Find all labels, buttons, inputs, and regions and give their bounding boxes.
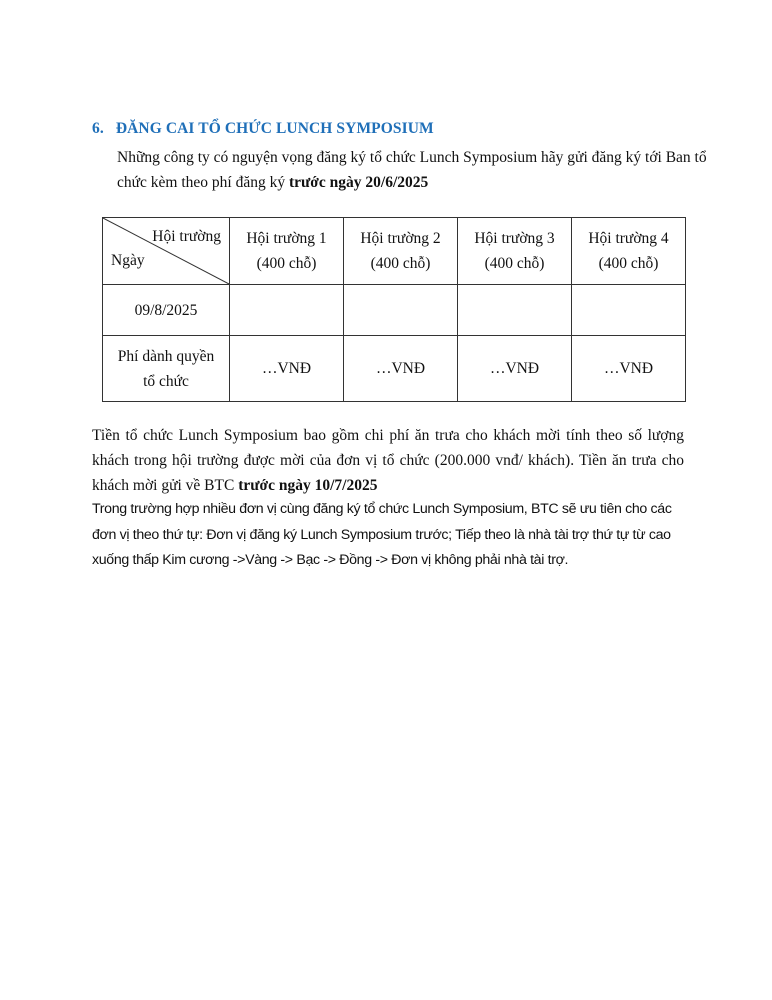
lunch-cost-paragraph (92, 423, 684, 498)
corner-cell (103, 218, 230, 285)
section-title: ĐĂNG CAI TỔ CHỨC LUNCH SYMPOSIUM (115, 120, 434, 137)
table-cell (458, 285, 572, 336)
table-header-row (103, 218, 686, 285)
fee-label-cell (103, 336, 230, 402)
corner-bottom-label: Ngày (111, 252, 145, 269)
intro-deadline: trước ngày 20/6/2025 (288, 174, 429, 191)
section-intro (117, 145, 707, 195)
fee-label-line1: Phí dành quyền (117, 347, 215, 365)
table-cell (344, 285, 458, 336)
section-number: 6. (92, 120, 104, 137)
priority-paragraph: Trong trường hợp nhiều đơn vị cùng đăng ký tổ chức Lunch Symposium, BTC sẽ ưu tiên cho các đơn vị theo thứ tự: Đơn vị đăng ký Lunch Symposium trước; Tiếp theo là nhà tài trợ thứ tự từ cao xuống thấp Kim cương ->Vàng -> Bạc -> Đồng -> Đơn vị không phải nhà tài trợ. (92, 501, 672, 568)
table-cell (572, 285, 686, 336)
table-cell (230, 285, 344, 336)
hall-name: Hội trường 1 (246, 230, 327, 247)
hall-header (230, 218, 344, 285)
section-heading (92, 120, 434, 138)
paragraph1-deadline: trước ngày 10/7/2025 (238, 477, 378, 494)
hall-header (344, 218, 458, 285)
fee-cell: …VNĐ (344, 336, 458, 402)
hall-capacity: (400 chỗ) (598, 255, 659, 272)
date-cell: 09/8/2025 (103, 285, 230, 336)
hall-name: Hội trường 2 (360, 230, 441, 247)
hall-header (572, 218, 686, 285)
hall-capacity: (400 chỗ) (484, 255, 545, 272)
fee-label-line2: tổ chức (143, 372, 189, 390)
corner-top-label: Hội trường (152, 228, 221, 245)
intro-text: Những công ty có nguyện vọng đăng ký tổ chức Lunch Symposium hãy gửi đăng ký tới Ban tổ chức kèm theo phí đăng ký (117, 149, 707, 191)
fee-cell: …VNĐ (458, 336, 572, 402)
fee-row (103, 336, 686, 402)
hall-name: Hội trường 3 (474, 230, 555, 247)
hall-name: Hội trường 4 (588, 230, 669, 247)
hall-capacity: (400 chỗ) (370, 255, 431, 272)
fee-cell: …VNĐ (230, 336, 344, 402)
fee-cell: …VNĐ (572, 336, 686, 402)
hall-header (458, 218, 572, 285)
paragraph1-text: Tiền tổ chức Lunch Symposium bao gồm chi phí ăn trưa cho khách mời tính theo số lượng khách trong hội trường được mời của đơn vị tổ chức (200.000 vnđ/ khách). Tiền ăn trưa cho khách mời gửi về BTC (92, 427, 684, 494)
hall-capacity: (400 chỗ) (256, 255, 317, 272)
hall-fee-table (102, 217, 686, 402)
date-row (103, 285, 686, 336)
